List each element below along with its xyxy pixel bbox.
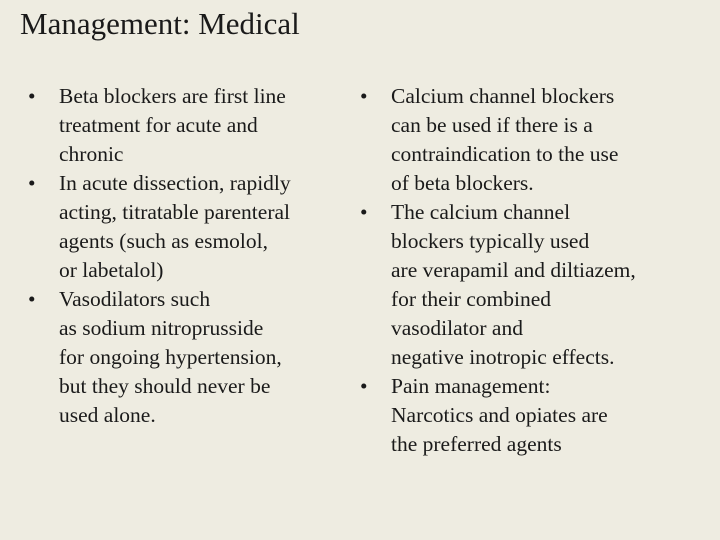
slide-title: Management: Medical bbox=[20, 6, 300, 41]
bullet-text-line: Calcium channel blockers bbox=[391, 84, 615, 108]
bullet-icon: • bbox=[28, 84, 36, 108]
bullet-text-line: The calcium channel bbox=[391, 200, 571, 224]
bullet-icon: • bbox=[360, 200, 368, 224]
left-column bbox=[28, 82, 291, 430]
bullet-text-line: contraindication to the use bbox=[391, 142, 619, 166]
bullet-text-line: Pain management: bbox=[391, 374, 551, 398]
bullet-text-line: Beta blockers are first line bbox=[59, 84, 286, 108]
right-column bbox=[360, 82, 636, 459]
bullet-text-line: acting, titratable parenteral bbox=[59, 200, 290, 224]
bullet-text-line: can be used if there is a bbox=[391, 113, 593, 137]
bullet-text-line: agents (such as esmolol, bbox=[59, 229, 268, 253]
bullet-item bbox=[28, 82, 291, 169]
bullet-text-line: Narcotics and opiates are bbox=[391, 403, 608, 427]
bullet-text-line: blockers typically used bbox=[391, 229, 590, 253]
bullet-text-line: vasodilator and bbox=[391, 316, 523, 340]
bullet-text-line: but they should never be bbox=[59, 374, 271, 398]
bullet-text-line: In acute dissection, rapidly bbox=[59, 171, 291, 195]
bullet-icon: • bbox=[28, 171, 36, 195]
bullet-item bbox=[360, 372, 636, 459]
bullet-text-line: Vasodilators such bbox=[59, 287, 211, 311]
bullet-item bbox=[28, 285, 291, 430]
bullet-text-line: as sodium nitroprusside bbox=[59, 316, 264, 340]
bullet-icon: • bbox=[28, 287, 36, 311]
bullet-text-line: treatment for acute and bbox=[59, 113, 258, 137]
bullet-text-line: for their combined bbox=[391, 287, 552, 311]
bullet-item bbox=[360, 198, 636, 372]
bullet-text-line: negative inotropic effects. bbox=[391, 345, 615, 369]
bullet-text-line: are verapamil and diltiazem, bbox=[391, 258, 636, 282]
bullet-text-line: for ongoing hypertension, bbox=[59, 345, 282, 369]
bullet-icon: • bbox=[360, 374, 368, 398]
bullet-item bbox=[360, 82, 636, 198]
bullet-text-line: or labetalol) bbox=[59, 258, 164, 282]
bullet-text-line: chronic bbox=[59, 142, 124, 166]
bullet-icon: • bbox=[360, 84, 368, 108]
bullet-item bbox=[28, 169, 291, 285]
bullet-text-line: used alone. bbox=[59, 403, 156, 427]
bullet-text-line: the preferred agents bbox=[391, 432, 562, 456]
bullet-text-line: of beta blockers. bbox=[391, 171, 534, 195]
